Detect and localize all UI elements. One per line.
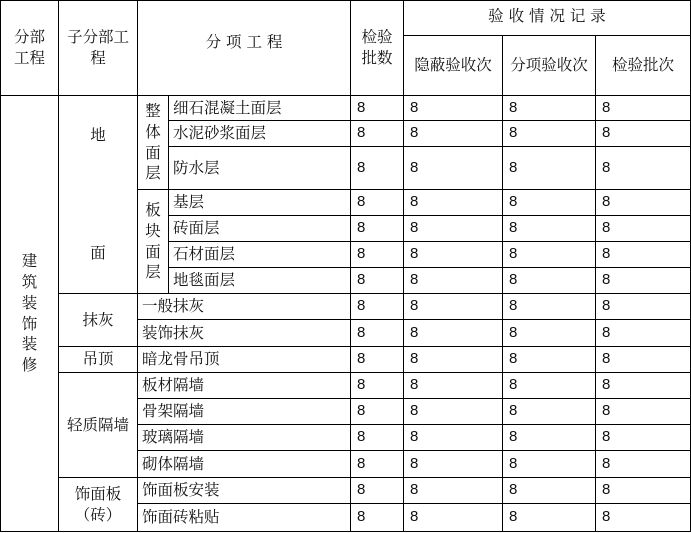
cell-item: 8	[509, 508, 518, 526]
item-name: 饰面砖粘贴	[142, 508, 220, 527]
cell-count: 8	[357, 219, 366, 237]
item-name: 玻璃隔墙	[142, 428, 205, 447]
item-name: 装饰抹灰	[142, 323, 205, 342]
cell-batch: 8	[602, 124, 611, 142]
cell-batch: 8	[602, 193, 611, 211]
header-batch-acceptance: 检验批次	[611, 56, 674, 75]
cell-item: 8	[509, 323, 518, 341]
cell-item: 8	[509, 428, 518, 446]
cell-count: 8	[357, 158, 366, 176]
cell-hidden: 8	[410, 323, 419, 341]
cell-item: 8	[509, 350, 518, 368]
cell-item: 8	[509, 297, 518, 315]
cell-batch: 8	[602, 454, 611, 472]
subdivision-plaster: 抹灰	[82, 310, 114, 329]
cell-batch: 8	[602, 481, 611, 499]
cell-hidden: 8	[410, 158, 419, 176]
cell-count: 8	[357, 323, 366, 341]
cell-count: 8	[357, 297, 366, 315]
cell-item: 8	[509, 98, 518, 116]
cell-item: 8	[509, 271, 518, 289]
cell-hidden: 8	[410, 402, 419, 420]
item-name: 石材面层	[173, 245, 236, 264]
item-name: 板材隔墙	[142, 376, 205, 395]
floor-group-block: 板块面层	[145, 200, 161, 282]
cell-batch: 8	[602, 350, 611, 368]
subdivision-ceiling: 吊顶	[82, 350, 114, 369]
item-name: 砖面层	[173, 219, 220, 238]
cell-hidden: 8	[410, 428, 419, 446]
grid-line	[0, 531, 691, 532]
cell-count: 8	[357, 271, 366, 289]
cell-batch: 8	[602, 245, 611, 263]
cell-hidden: 8	[410, 508, 419, 526]
cell-item: 8	[509, 454, 518, 472]
cell-hidden: 8	[410, 219, 419, 237]
cell-batch: 8	[602, 297, 611, 315]
cell-hidden: 8	[410, 271, 419, 289]
division-name: 建筑装饰装修	[21, 251, 38, 375]
cell-hidden: 8	[410, 245, 419, 263]
cell-batch: 8	[602, 158, 611, 176]
cell-item: 8	[509, 219, 518, 237]
cell-hidden: 8	[410, 350, 419, 368]
cell-count: 8	[357, 454, 366, 472]
cell-hidden: 8	[410, 376, 419, 394]
header-record-title: 验 收 情 况 记 录	[488, 6, 606, 25]
cell-count: 8	[357, 98, 366, 116]
item-name: 一般抹灰	[142, 297, 205, 316]
cell-batch: 8	[602, 402, 611, 420]
cell-count: 8	[357, 481, 366, 499]
header-hidden-acceptance: 隐蔽验收次	[414, 56, 492, 75]
cell-item: 8	[509, 481, 518, 499]
subdivision-floor-bottom: 面	[90, 243, 106, 262]
cell-count: 8	[357, 402, 366, 420]
cell-item: 8	[509, 124, 518, 142]
cell-hidden: 8	[410, 193, 419, 211]
cell-count: 8	[357, 428, 366, 446]
subdivision-floor-top: 地	[90, 125, 106, 144]
cell-batch: 8	[602, 323, 611, 341]
item-name: 基层	[173, 193, 205, 212]
cell-item: 8	[509, 193, 518, 211]
item-name: 水泥砂浆面层	[173, 124, 267, 143]
header-item: 分 项 工 程	[205, 32, 283, 51]
cell-hidden: 8	[410, 454, 419, 472]
item-name: 防水层	[173, 158, 220, 177]
item-name: 地毯面层	[173, 271, 236, 290]
item-name: 砌体隔墙	[142, 454, 205, 473]
floor-group-monolithic: 整体面层	[145, 101, 161, 183]
cell-count: 8	[357, 193, 366, 211]
header-item-acceptance: 分项验收次	[510, 56, 588, 75]
header-subdivision: 子分部工程	[66, 28, 129, 67]
subdivision-facing: 饰面板（砖）	[74, 484, 122, 524]
cell-count: 8	[357, 245, 366, 263]
cell-batch: 8	[602, 98, 611, 116]
item-name: 饰面板安装	[142, 481, 220, 500]
cell-batch: 8	[602, 271, 611, 289]
cell-item: 8	[509, 245, 518, 263]
cell-hidden: 8	[410, 297, 419, 315]
cell-item: 8	[509, 158, 518, 176]
cell-count: 8	[357, 350, 366, 368]
cell-batch: 8	[602, 376, 611, 394]
subdivision-partition: 轻质隔墙	[66, 415, 129, 434]
header-division: 分部工程	[13, 28, 45, 67]
cell-count: 8	[357, 376, 366, 394]
cell-count: 8	[357, 124, 366, 142]
cell-count: 8	[357, 508, 366, 526]
header-batch-count: 检验批数	[361, 28, 393, 67]
cell-hidden: 8	[410, 481, 419, 499]
cell-batch: 8	[602, 219, 611, 237]
item-name: 暗龙骨吊顶	[142, 350, 220, 369]
cell-batch: 8	[602, 428, 611, 446]
cell-hidden: 8	[410, 124, 419, 142]
item-name: 细石混凝土面层	[173, 98, 282, 117]
cell-item: 8	[509, 402, 518, 420]
cell-hidden: 8	[410, 98, 419, 116]
item-name: 骨架隔墙	[142, 402, 205, 421]
cell-batch: 8	[602, 508, 611, 526]
cell-item: 8	[509, 376, 518, 394]
